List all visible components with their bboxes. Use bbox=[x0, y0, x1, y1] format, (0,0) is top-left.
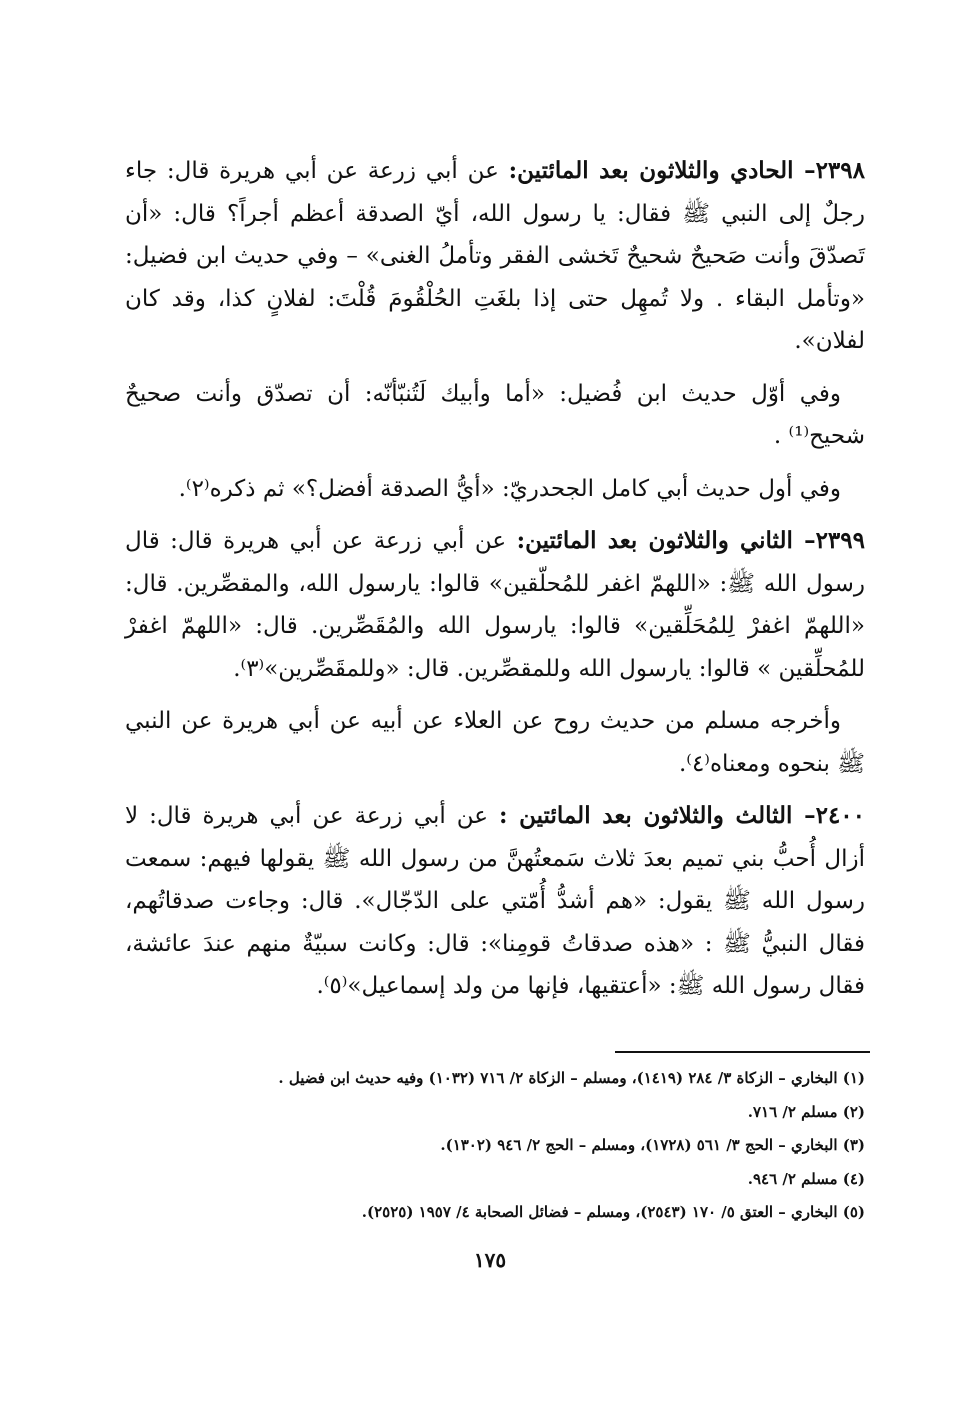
hadith-2400-heading bbox=[499, 802, 865, 829]
hadith-2399-paragraph bbox=[125, 520, 865, 690]
footnote-1: (١) البخاري – الزكاة ٣/ ٢٨٤ (١٤١٩)، ومسلم – الزكاة ٢/ ٧١٦ (١٠٣٢) وفيه حديث ابن فضيل . bbox=[278, 1069, 865, 1087]
main-text bbox=[125, 150, 865, 1018]
hadith-2399-title: – الثاني والثلاثون بعد المائتين: bbox=[516, 527, 816, 554]
footnotes bbox=[125, 1062, 865, 1230]
hadith-2400-title: – الثالث والثلاثون بعد المائتين : bbox=[498, 802, 816, 829]
hadith-2399-heading bbox=[517, 527, 865, 554]
hadith-2399-number: ٢٣٩٩ bbox=[815, 527, 865, 554]
hadith-2399-note: وأخرجه مسلم من حديث روح عن العلاء عن أبيه عن أبي هريرة عن النبي ﷺ بنحوه ومعناه⁽٤⁾. bbox=[125, 708, 865, 777]
hadith-2400-number: ٢٤٠٠ bbox=[815, 802, 866, 829]
hadith-2399-body: عن أبي زرعة عن أبي هريرة قال: قال رسول الله ﷺ: «اللهمّ اغفر للمُحلّقين» قالوا: يارسول الله، والمقصِّرين. قال: «اللهمّ اغفرْ لِلمُحَلِّقين» قالوا: يارسول الله والمُقَصِّرين. قال: «اللهمّ اغفرْ للمُحلِّقين » قالوا: يارسول الله وللمقصِّرين. قال: «وللمقَصِّرين»⁽٣⁾. bbox=[125, 528, 865, 682]
hadith-2398-heading bbox=[509, 157, 865, 184]
hadith-2398-title: – الحادي والثلاثون بعد المائتين: bbox=[508, 157, 816, 184]
hadith-2398-paragraph bbox=[125, 150, 865, 363]
footnote-3: (٣) البخاري – الحج ٣/ ٥٦١ (١٧٢٨)، ومسلم – الحج ٢/ ٩٤٦ (١٣٠٢). bbox=[440, 1136, 865, 1154]
hadith-2400-paragraph bbox=[125, 795, 865, 1008]
page-number: ١٧٥ bbox=[473, 1248, 507, 1272]
footnote-4: (٤) مسلم ٢/ ٩٤٦. bbox=[747, 1169, 865, 1188]
hadith-2398-number: ٢٣٩٨ bbox=[815, 157, 865, 184]
hadith-2398-body: عن أبي زرعة عن أبي هريرة قال: جاء رجلٌ إلى النبي ﷺ فقال: يا رسول الله، أيّ الصدقة أعظم أجراً؟ قال: «أن تَصدّقَ وأنت صَحيحٌ شحيحٌ تَخشى الفقر وتأملُ الغنى» – وفي حديث ابن فضيل: «وتأمل البقاء . ولا تُمهِل حتى إذا بلغَتِ الحُلْقُومَ قُلْتَ: لفلانٍ كذا، وقد كان لفلان». bbox=[125, 158, 865, 354]
hadith-2398-note-1: وفي أوّل حديث ابن فُضيل: «أما وأبيك لَتُنبّأنّه: أن تصدّق وأنت صحيحٌ شحيح⁽¹⁾ . bbox=[125, 380, 865, 449]
hadith-2400-body: عن أبي زرعة عن أبي هريرة قال: لا أزال أُحبُّ بني تميم بعدَ ثلاث سَمعتُهنَّ من رسول الله ﷺ يقولها فيهم: سمعت رسول الله ﷺ يقول: «هم أشدُّ أُمّتي على الدّجّال». قال: وجاءت صدقاتُهم، فقال النبيُّ ﷺ : «هذه صدقاتُ قومِنا»: قال: وكانت سبيّةٌ منهم عندَ عائشة، فقال رسول الله ﷺ: «أعتقيها، فإنها من ولد إسماعيل»⁽٥⁾. bbox=[125, 803, 865, 999]
footnote-5: (٥) البخاري – العتق ٥/ ١٧٠ (٢٥٤٣)، ومسلم – فضائل الصحابة ٤/ ١٩٥٧ (٢٥٢٥). bbox=[361, 1203, 865, 1221]
footnote-divider bbox=[615, 1051, 870, 1053]
hadith-2398-note-2: وفي أول حديث أبي كامل الجحدريّ: «أيُّ الصدقة أفضل؟» ثم ذكره⁽٢⁾. bbox=[178, 475, 841, 502]
footnote-2: (٢) مسلم ٢/ ٧١٦. bbox=[747, 1102, 865, 1121]
